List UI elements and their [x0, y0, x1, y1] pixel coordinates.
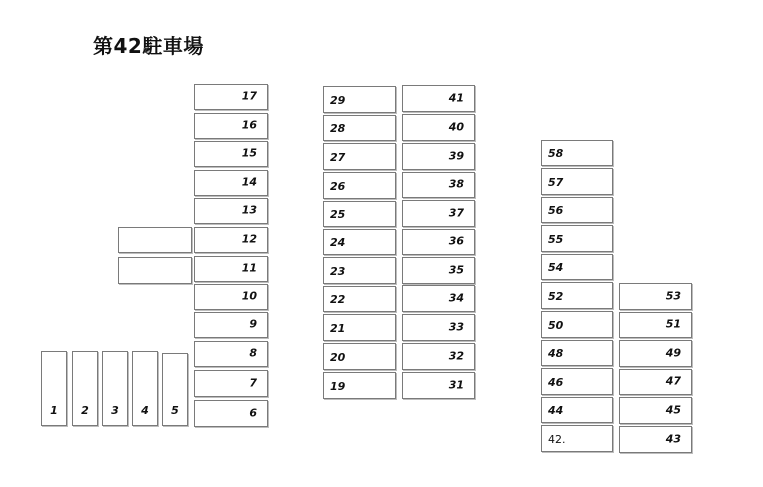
space-number: 8 [249, 346, 257, 360]
space-number: 24 [330, 235, 346, 249]
unnumbered-space [118, 257, 192, 284]
space-number: 3 [111, 404, 119, 417]
parking-space-39 [402, 143, 475, 170]
space-number: 29 [330, 93, 346, 107]
parking-space-23 [323, 257, 396, 284]
parking-space-47 [619, 369, 692, 395]
page-title: 第42駐車場 [93, 34, 204, 58]
space-number: 28 [330, 121, 346, 135]
space-number: 31 [448, 377, 464, 391]
parking-space-22 [323, 286, 396, 312]
parking-space-25 [323, 201, 396, 227]
space-number: 27 [330, 150, 346, 164]
parking-space-28 [323, 115, 396, 141]
space-number: 37 [448, 205, 464, 219]
parking-space-58 [541, 140, 613, 166]
parking-space-56 [541, 197, 613, 223]
parking-space-15 [194, 141, 268, 167]
space-number: 58 [548, 146, 564, 160]
parking-space-29 [323, 86, 396, 113]
space-number: 35 [448, 262, 464, 276]
parking-space-1 [41, 351, 67, 426]
parking-space-46 [541, 368, 613, 395]
space-number: 53 [665, 288, 681, 302]
space-number: 56 [548, 203, 564, 217]
parking-space-5 [162, 353, 188, 426]
space-number: 2 [81, 404, 89, 417]
parking-space-20 [323, 343, 396, 370]
space-number: 54 [548, 260, 564, 274]
space-number: 34 [448, 290, 464, 304]
parking-space-36 [402, 229, 475, 255]
parking-space-48 [541, 340, 613, 366]
parking-space-54 [541, 254, 613, 280]
space-number: 33 [448, 319, 464, 333]
space-number: 25 [330, 207, 346, 221]
parking-space-19 [323, 372, 396, 399]
space-number: 15 [241, 146, 257, 160]
space-number: 55 [548, 232, 564, 246]
space-number: 23 [330, 264, 346, 278]
parking-space-37 [402, 200, 475, 227]
parking-space-6 [194, 400, 268, 427]
parking-space-45 [619, 397, 692, 424]
parking-space-35 [402, 257, 475, 284]
space-number: 42. [548, 432, 566, 446]
parking-space-40 [402, 114, 475, 141]
parking-space-14 [194, 170, 268, 196]
parking-space-4 [132, 351, 158, 426]
space-number: 17 [241, 89, 257, 103]
parking-space-38 [402, 172, 475, 198]
parking-space-9 [194, 312, 268, 338]
space-number: 16 [241, 118, 257, 132]
space-number: 38 [448, 177, 464, 191]
parking-space-55 [541, 225, 613, 252]
space-number: 41 [448, 90, 464, 104]
space-number: 6 [249, 405, 257, 419]
space-number: 51 [665, 317, 681, 331]
space-number: 46 [548, 375, 564, 389]
space-number: 36 [448, 234, 464, 248]
parking-space-8 [194, 341, 268, 367]
parking-space-17 [194, 84, 268, 110]
space-number: 1 [50, 404, 58, 417]
parking-space-57 [541, 168, 613, 195]
parking-space-32 [402, 343, 475, 370]
parking-space-12 [194, 227, 268, 253]
parking-space-16 [194, 113, 268, 139]
parking-space-31 [402, 372, 475, 399]
space-number: 57 [548, 175, 564, 189]
space-number: 10 [241, 289, 257, 303]
parking-space-52 [541, 282, 613, 309]
space-number: 48 [548, 346, 564, 360]
parking-space-3 [102, 351, 128, 426]
space-number: 47 [665, 374, 681, 388]
space-number: 21 [330, 321, 346, 335]
space-number: 26 [330, 179, 346, 193]
parking-space-24 [323, 229, 396, 255]
space-number: 5 [171, 404, 179, 417]
space-number: 43 [665, 431, 681, 445]
parking-space-21 [323, 314, 396, 341]
parking-space-2 [72, 351, 98, 426]
parking-space-41 [402, 85, 475, 112]
parking-space-10 [194, 284, 268, 310]
space-number: 49 [665, 345, 681, 359]
parking-space-7 [194, 370, 268, 397]
parking-space-33 [402, 314, 475, 341]
parking-space-13 [194, 198, 268, 224]
space-number: 9 [249, 317, 257, 331]
parking-space-42 [541, 425, 613, 452]
parking-space-27 [323, 143, 396, 170]
space-number: 40 [448, 119, 464, 133]
space-number: 13 [241, 203, 257, 217]
parking-space-53 [619, 283, 692, 310]
parking-space-51 [619, 312, 692, 338]
space-number: 44 [548, 403, 564, 417]
parking-space-26 [323, 172, 396, 199]
space-number: 39 [448, 148, 464, 162]
space-number: 4 [141, 404, 149, 417]
parking-space-11 [194, 256, 268, 282]
space-number: 52 [548, 289, 564, 303]
space-number: 45 [665, 402, 681, 416]
unnumbered-space [118, 227, 192, 253]
space-number: 20 [330, 350, 346, 364]
space-number: 50 [548, 318, 564, 332]
space-number: 14 [241, 175, 257, 189]
parking-space-44 [541, 397, 613, 423]
parking-space-43 [619, 426, 692, 453]
space-number: 7 [249, 375, 257, 389]
space-number: 11 [241, 261, 257, 275]
parking-space-50 [541, 311, 613, 338]
space-number: 22 [330, 292, 346, 306]
parking-space-49 [619, 340, 692, 367]
parking-space-34 [402, 285, 475, 312]
space-number: 32 [448, 348, 464, 362]
space-number: 12 [241, 232, 257, 246]
space-number: 19 [330, 379, 346, 393]
